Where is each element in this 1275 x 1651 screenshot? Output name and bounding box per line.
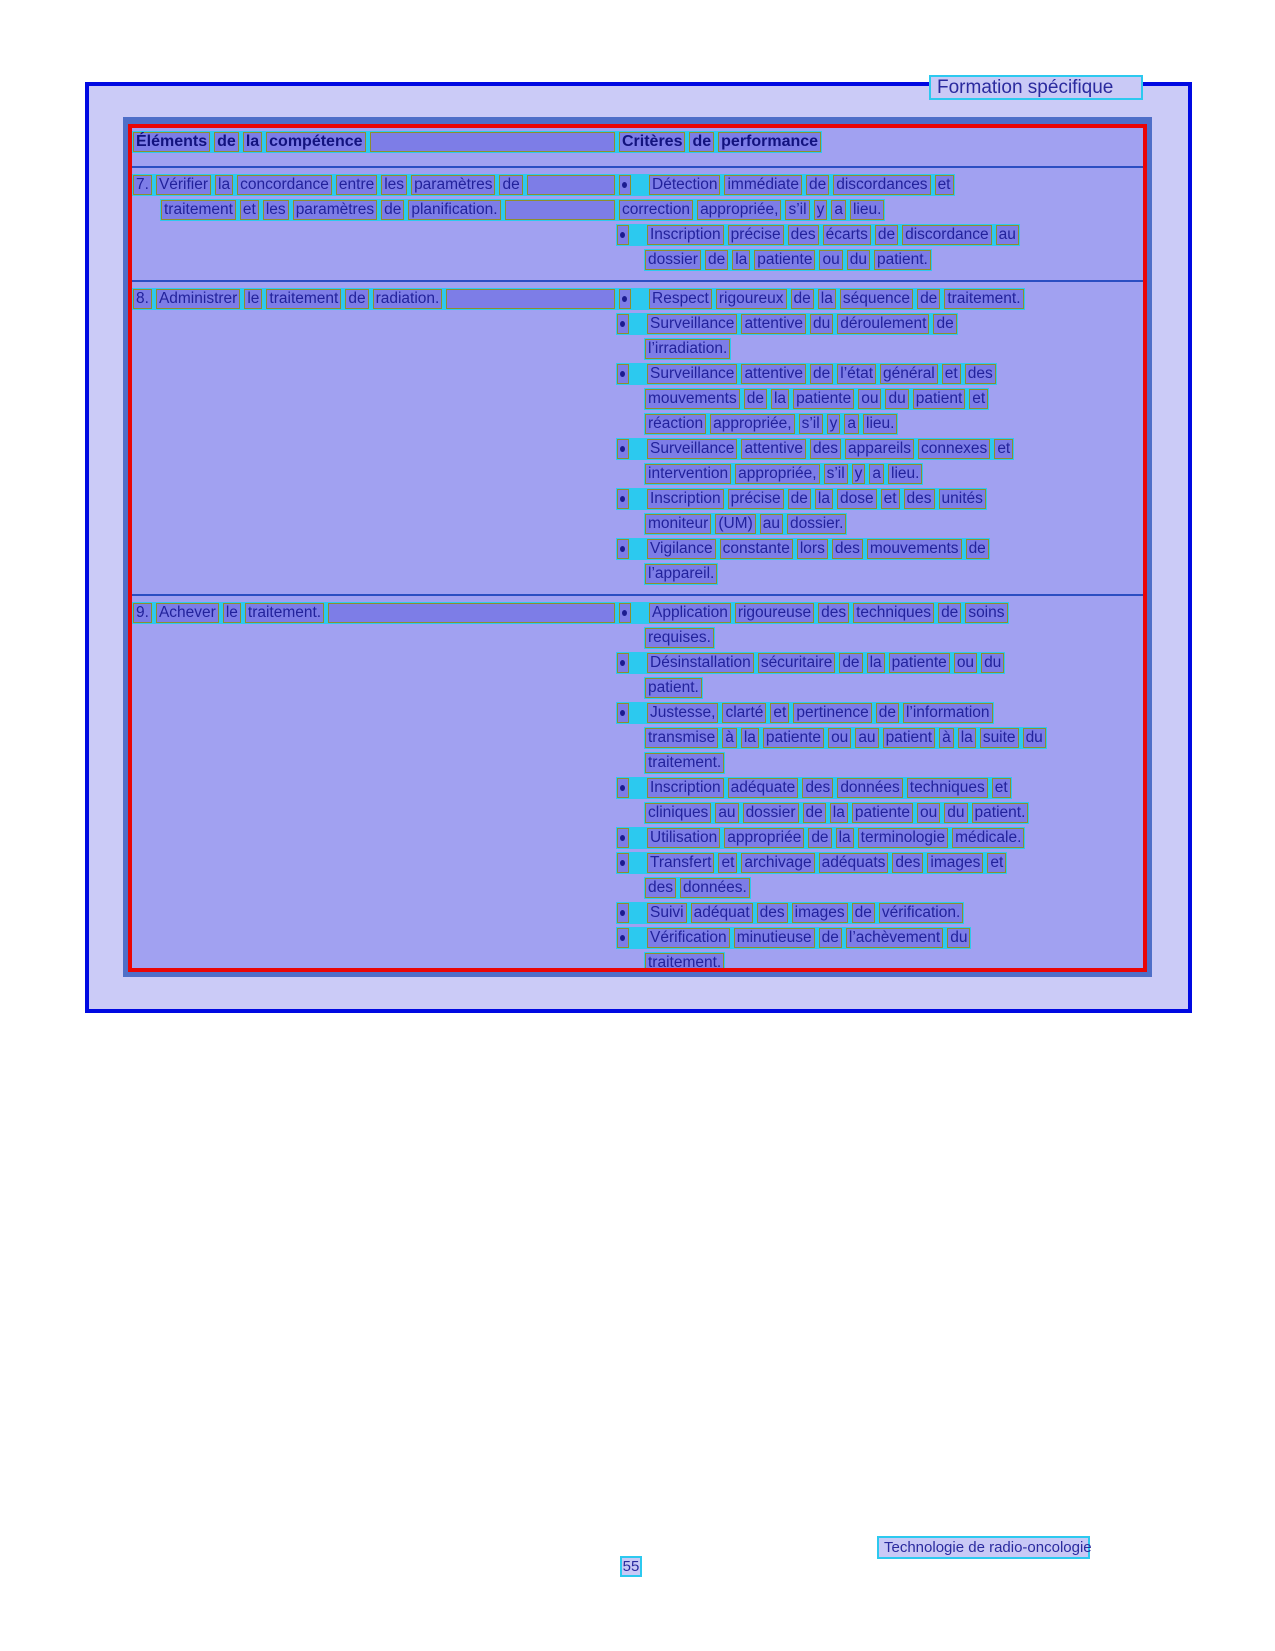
word-highlight: au (760, 514, 783, 534)
word-highlight: du (944, 803, 967, 823)
table-line (616, 827, 1025, 849)
word-highlight: traitement. (245, 603, 324, 623)
word-highlight: requises. (645, 628, 714, 648)
bullet-icon (617, 653, 629, 673)
highlight-filler (505, 200, 615, 220)
word-highlight: la (771, 389, 789, 409)
word-highlight: des (810, 439, 841, 459)
word-highlight: la (818, 289, 836, 309)
highlight-filler (328, 603, 615, 623)
table-line (644, 952, 725, 972)
word-highlight: et (770, 703, 789, 723)
word-highlight: lieu. (863, 414, 897, 434)
word-highlight: du (885, 389, 908, 409)
word-highlight: performance (718, 132, 821, 152)
page-number-text: 55 (622, 1558, 640, 1575)
word-highlight: séquence (840, 289, 913, 309)
competence-table (128, 124, 1147, 972)
word-highlight: sécuritaire (758, 653, 836, 673)
table-header-row (132, 128, 1143, 168)
word-highlight: images (792, 903, 848, 923)
word-highlight: transmise (645, 728, 718, 748)
word-highlight: appareils (845, 439, 914, 459)
header-line (132, 131, 822, 153)
element-text-segment (133, 289, 615, 309)
word-highlight: y (814, 200, 828, 220)
bullet-icon (617, 853, 629, 873)
word-highlight: patiente (852, 803, 913, 823)
table-line (132, 602, 1009, 624)
word-highlight: et (881, 489, 900, 509)
word-highlight: adéquat (691, 903, 753, 923)
word-highlight: de (938, 603, 961, 623)
word-highlight: la (958, 728, 976, 748)
table-row (132, 168, 1143, 280)
bullet-icon (617, 539, 629, 559)
word-highlight: dossier (743, 803, 799, 823)
word-highlight: de (499, 175, 522, 195)
word-highlight: précise (728, 489, 784, 509)
word-highlight: discordance (902, 225, 992, 245)
word-highlight: de (819, 928, 842, 948)
word-highlight: Détection (649, 175, 720, 195)
word-highlight: la (215, 175, 233, 195)
word-highlight: Éléments (133, 132, 210, 152)
word-highlight: de (810, 364, 833, 384)
table-body (132, 168, 1143, 972)
word-highlight: unités (939, 489, 986, 509)
word-highlight: l’appareil. (645, 564, 717, 584)
word-highlight: médicale. (952, 828, 1024, 848)
word-highlight: patient (883, 728, 936, 748)
word-highlight: y (827, 414, 841, 434)
table-line (644, 463, 923, 485)
word-highlight: paramètres (293, 200, 377, 220)
word-highlight: la (867, 653, 885, 673)
word-highlight: la (741, 728, 759, 748)
word-highlight: des (788, 225, 819, 245)
word-highlight: et (992, 778, 1011, 798)
word-highlight: des (892, 853, 923, 873)
table-line (616, 313, 958, 335)
competence-table-frame (123, 117, 1152, 977)
word-highlight: des (904, 489, 935, 509)
word-highlight: du (810, 314, 833, 334)
word-highlight: de (966, 539, 989, 559)
word-highlight: ou (819, 250, 842, 270)
word-highlight: Inscription (647, 489, 724, 509)
word-highlight: et (994, 439, 1013, 459)
word-highlight: mouvements (867, 539, 962, 559)
word-highlight: 7. (133, 175, 152, 195)
word-highlight: précise (728, 225, 784, 245)
word-highlight: données. (680, 878, 750, 898)
word-highlight: a (844, 414, 859, 434)
word-highlight: immédiate (724, 175, 802, 195)
table-line (644, 563, 718, 585)
word-highlight: et (718, 853, 737, 873)
word-highlight: patiente (754, 250, 815, 270)
word-highlight: archivage (741, 853, 814, 873)
word-highlight: de (839, 653, 862, 673)
word-highlight: traitement (266, 289, 341, 309)
word-highlight: de (689, 132, 714, 152)
word-highlight: ou (954, 653, 977, 673)
word-highlight: Désinstallation (647, 653, 754, 673)
page-header-text: Formation spécifique (937, 76, 1114, 98)
word-highlight: de (705, 250, 728, 270)
word-highlight: traitement (161, 200, 236, 220)
word-highlight: du (981, 653, 1004, 673)
page-header-label (929, 75, 1143, 100)
highlight-filler (370, 132, 615, 152)
table-line (616, 363, 997, 385)
word-highlight: de (381, 200, 404, 220)
word-highlight: ou (828, 728, 851, 748)
word-highlight: intervention (645, 464, 731, 484)
word-highlight: Surveillance (647, 439, 737, 459)
word-highlight: de (806, 175, 829, 195)
word-highlight: de (808, 828, 831, 848)
word-highlight: appropriée, (735, 464, 819, 484)
word-highlight: paramètres (411, 175, 495, 195)
word-highlight: la (815, 489, 833, 509)
word-highlight: de (933, 314, 956, 334)
table-row (132, 280, 1143, 594)
table-line (644, 727, 1047, 749)
word-highlight: (UM) (715, 514, 755, 534)
word-highlight: déroulement (837, 314, 929, 334)
word-highlight: de (875, 225, 898, 245)
word-highlight: suite (980, 728, 1019, 748)
word-highlight: traitement. (645, 753, 724, 773)
word-highlight: s’il (824, 464, 848, 484)
word-highlight: des (645, 878, 676, 898)
word-highlight: connexes (918, 439, 990, 459)
table-line (644, 413, 898, 435)
word-highlight: discordances (833, 175, 930, 195)
word-highlight: Inscription (647, 778, 724, 798)
word-highlight: au (996, 225, 1019, 245)
word-highlight: radiation. (373, 289, 443, 309)
word-highlight: lors (797, 539, 828, 559)
word-highlight: de (214, 132, 239, 152)
word-highlight: et (935, 175, 954, 195)
word-highlight: vérification. (879, 903, 963, 923)
footer-text: Technologie de radio-oncologie (884, 1539, 1092, 1556)
table-line (616, 852, 1007, 874)
word-highlight: Justesse, (647, 703, 718, 723)
word-highlight: patiente (889, 653, 950, 673)
word-highlight: la (243, 132, 262, 152)
word-highlight: adéquats (819, 853, 889, 873)
word-highlight: à (722, 728, 737, 748)
bullet-icon (617, 364, 629, 384)
word-highlight: Vérification (647, 928, 730, 948)
table-line (644, 627, 715, 649)
table-line (616, 224, 1020, 246)
word-highlight: l’état (837, 364, 876, 384)
word-highlight: concordance (237, 175, 332, 195)
word-highlight: 9. (133, 603, 152, 623)
bullet-icon (619, 289, 631, 309)
word-highlight: attentive (741, 314, 806, 334)
word-highlight: et (240, 200, 259, 220)
table-line (644, 677, 703, 699)
word-highlight: de (852, 903, 875, 923)
word-highlight: traitement. (944, 289, 1023, 309)
word-highlight: des (965, 364, 996, 384)
highlight-filler (527, 175, 615, 195)
word-highlight: du (947, 928, 970, 948)
bullet-icon (617, 314, 629, 334)
table-line (644, 249, 932, 271)
table-line (616, 652, 1005, 674)
word-highlight: traitement. (645, 953, 724, 972)
table-line (132, 174, 955, 196)
highlight-filler (446, 289, 615, 309)
word-highlight: l’achèvement (846, 928, 943, 948)
word-highlight: des (832, 539, 863, 559)
word-highlight: adéquate (728, 778, 799, 798)
element-text-segment (161, 200, 615, 220)
word-highlight: Achever (156, 603, 219, 623)
bullet-icon (617, 225, 629, 245)
word-highlight: patient. (874, 250, 931, 270)
word-highlight: Administrer (156, 289, 240, 309)
word-highlight: Suivi (647, 903, 687, 923)
word-highlight: minutieuse (734, 928, 815, 948)
word-highlight: rigoureuse (735, 603, 814, 623)
word-highlight: l’irradiation. (645, 339, 730, 359)
word-highlight: Surveillance (647, 314, 737, 334)
word-highlight: correction (619, 200, 693, 220)
word-highlight: a (869, 464, 884, 484)
bullet-icon (617, 828, 629, 848)
bullet-icon (619, 603, 631, 623)
word-highlight: entre (336, 175, 377, 195)
table-line (160, 199, 885, 221)
word-highlight: s’il (785, 200, 809, 220)
footer-label (877, 1536, 1090, 1559)
word-highlight: du (847, 250, 870, 270)
word-highlight: ou (917, 803, 940, 823)
word-highlight: au (855, 728, 878, 748)
bullet-icon (617, 903, 629, 923)
word-highlight: Respect (649, 289, 712, 309)
word-highlight: cliniques (645, 803, 711, 823)
word-highlight: les (381, 175, 407, 195)
bullet-icon (617, 439, 629, 459)
table-line (644, 338, 731, 360)
word-highlight: dose (837, 489, 877, 509)
word-highlight: général (880, 364, 938, 384)
word-highlight: et (987, 853, 1006, 873)
word-highlight: des (818, 603, 849, 623)
word-highlight: y (852, 464, 866, 484)
word-highlight: attentive (741, 364, 806, 384)
table-line (132, 288, 1025, 310)
word-highlight: images (927, 853, 983, 873)
table-line (644, 388, 989, 410)
word-highlight: à (939, 728, 954, 748)
word-highlight: la (830, 803, 848, 823)
word-highlight: appropriée, (710, 414, 794, 434)
word-highlight: dossier. (787, 514, 846, 534)
word-highlight: Surveillance (647, 364, 737, 384)
word-highlight: soins (965, 603, 1007, 623)
content-frame (85, 82, 1192, 1013)
word-highlight: patiente (793, 389, 854, 409)
table-line (644, 802, 1029, 824)
word-highlight: de (876, 703, 899, 723)
table-line (644, 752, 725, 774)
word-highlight: des (802, 778, 833, 798)
word-highlight: écarts (823, 225, 871, 245)
word-highlight: techniques (853, 603, 934, 623)
word-highlight: appropriée, (697, 200, 781, 220)
table-line (616, 438, 1014, 460)
table-row (132, 594, 1143, 972)
word-highlight: de (803, 803, 826, 823)
word-highlight: du (1023, 728, 1046, 748)
table-line (616, 702, 994, 724)
element-text-segment (133, 175, 615, 195)
element-text-segment (133, 603, 615, 623)
word-highlight: clarté (722, 703, 766, 723)
word-highlight: et (969, 389, 988, 409)
table-line (616, 927, 971, 949)
word-highlight: au (715, 803, 738, 823)
word-highlight: lieu. (888, 464, 922, 484)
bullet-icon (617, 703, 629, 723)
word-highlight: réaction (645, 414, 706, 434)
word-highlight: patient (913, 389, 966, 409)
word-highlight: 8. (133, 289, 152, 309)
bullet-icon (617, 778, 629, 798)
bullet-icon (619, 175, 631, 195)
table-line (644, 513, 847, 535)
word-highlight: la (836, 828, 854, 848)
word-highlight: patiente (763, 728, 824, 748)
word-highlight: mouvements (645, 389, 740, 409)
word-highlight: pertinence (793, 703, 871, 723)
word-highlight: Inscription (647, 225, 724, 245)
word-highlight: constante (720, 539, 793, 559)
word-highlight: patient. (645, 678, 702, 698)
word-highlight: le (223, 603, 241, 623)
word-highlight: et (942, 364, 961, 384)
word-highlight: de (917, 289, 940, 309)
word-highlight: lieu. (850, 200, 884, 220)
word-highlight: de (788, 489, 811, 509)
word-highlight: des (757, 903, 788, 923)
word-highlight: les (263, 200, 289, 220)
word-highlight: appropriée (724, 828, 804, 848)
word-highlight: rigoureux (716, 289, 787, 309)
word-highlight: dossier (645, 250, 701, 270)
word-highlight: de (744, 389, 767, 409)
table-line (644, 877, 751, 899)
word-highlight: Utilisation (647, 828, 720, 848)
word-highlight: Vigilance (647, 539, 716, 559)
word-highlight: la (732, 250, 750, 270)
word-highlight: de (791, 289, 814, 309)
word-highlight: Transfert (647, 853, 714, 873)
word-highlight: Vérifier (156, 175, 211, 195)
table-line (616, 777, 1012, 799)
word-highlight: de (345, 289, 368, 309)
word-highlight: patient. (972, 803, 1029, 823)
word-highlight: a (831, 200, 846, 220)
word-highlight: techniques (907, 778, 988, 798)
page-number (620, 1556, 642, 1577)
word-highlight: terminologie (858, 828, 948, 848)
word-highlight: Application (649, 603, 731, 623)
word-highlight: le (244, 289, 262, 309)
table-line (616, 488, 987, 510)
word-highlight: Critères (619, 132, 685, 152)
word-highlight: ou (858, 389, 881, 409)
word-highlight: l’information (903, 703, 993, 723)
word-highlight: attentive (741, 439, 806, 459)
word-highlight: données (837, 778, 902, 798)
table-line (616, 902, 964, 924)
word-highlight: compétence (266, 132, 365, 152)
bullet-icon (617, 928, 629, 948)
element-text-segment (133, 132, 615, 152)
word-highlight: s’il (799, 414, 823, 434)
table-line (616, 538, 990, 560)
word-highlight: planification. (408, 200, 500, 220)
bullet-icon (617, 489, 629, 509)
word-highlight: moniteur (645, 514, 711, 534)
